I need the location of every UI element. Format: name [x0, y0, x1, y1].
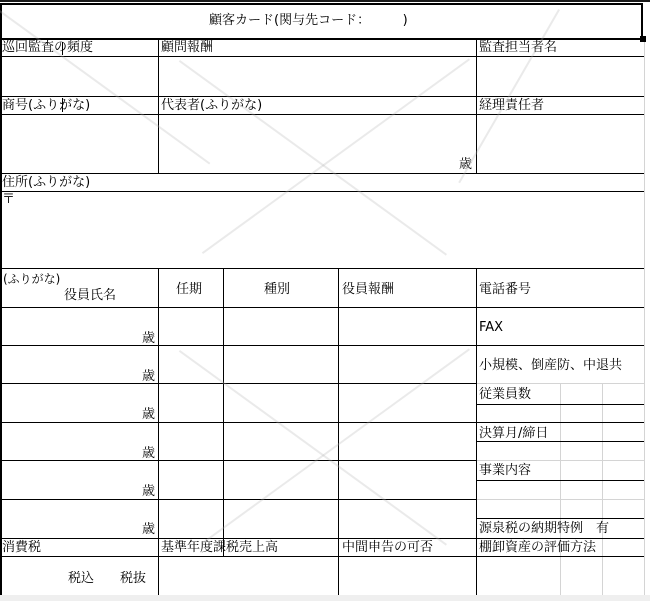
rule-v — [223, 268, 224, 557]
interim-label: 中間申告の可否 — [342, 540, 434, 555]
withholding-label: 源泉税の納期特例 有 — [479, 521, 610, 536]
fee-input[interactable] — [160, 57, 475, 95]
rule — [0, 307, 644, 308]
representative-input[interactable] — [160, 115, 475, 172]
consumption-tax-label: 消費税 — [2, 540, 42, 555]
window-top-edge — [0, 0, 650, 2]
gridline — [560, 383, 561, 595]
trade-name-input[interactable] — [2, 115, 157, 172]
tax-excluded-option[interactable]: 税抜 — [120, 571, 147, 586]
frequency-input[interactable] — [2, 57, 157, 95]
officer-fee-label: 役員報酬 — [342, 282, 395, 297]
rule — [476, 404, 644, 405]
auditor-label: 監査担当者名 — [479, 40, 558, 55]
rule — [0, 268, 644, 269]
watermark-stroke — [179, 350, 447, 546]
rule — [0, 460, 476, 461]
officer-age-unit: 歳 — [142, 369, 156, 384]
representative-label: 代表者(ふりがな) — [161, 98, 263, 113]
auditor-input[interactable] — [478, 57, 643, 95]
officer-age-unit: 歳 — [142, 484, 156, 499]
base-year-label: 基準年度課税売上高 — [161, 540, 279, 555]
officer-age-unit: 歳 — [142, 446, 156, 461]
frame-top — [0, 3, 643, 5]
sheet-bottom-edge — [0, 595, 650, 601]
frame-right-title — [641, 3, 643, 39]
rule-v — [158, 40, 159, 174]
term-label: 任期 — [176, 282, 203, 297]
employees-label: 従業員数 — [479, 387, 532, 402]
rule-v — [476, 268, 477, 595]
officer-name-label: 役員氏名 — [64, 288, 117, 303]
trade-name-label: 商号(ふりがな) — [2, 98, 91, 113]
rule — [476, 480, 644, 481]
rule — [0, 173, 644, 174]
rule — [0, 345, 644, 346]
fiscal-month-label: 決算月/締日 — [479, 426, 549, 441]
rule-v — [476, 40, 477, 174]
inventory-label: 棚卸資産の評価方法 — [479, 540, 597, 555]
gridline — [644, 40, 645, 595]
small-business-label: 小規模、倒産防、中退共 — [479, 358, 623, 373]
address-input[interactable] — [2, 192, 643, 267]
officer-age-unit: 歳 — [142, 522, 156, 537]
rule — [0, 538, 644, 539]
rule — [0, 556, 644, 557]
accountant-input[interactable] — [478, 115, 643, 172]
rule — [0, 499, 476, 500]
officer-age-unit: 歳 — [142, 331, 156, 346]
accountant-label: 経理責任者 — [479, 98, 545, 113]
postal-mark: 〒 — [2, 192, 16, 207]
rule — [0, 383, 476, 384]
officer-kana-label: (ふりがな) — [3, 272, 61, 286]
phone-label: 電話番号 — [479, 282, 532, 297]
rule — [0, 96, 644, 97]
card-title: 顧客カード(関与先コード： ) — [209, 13, 408, 28]
selection-handle[interactable] — [640, 36, 646, 42]
representative-age-unit: 歳 — [459, 157, 473, 172]
gridline — [602, 383, 603, 595]
business-label: 事業内容 — [479, 463, 532, 478]
rule — [476, 441, 644, 442]
fee-label: 顧問報酬 — [161, 40, 214, 55]
watermark-stroke — [202, 348, 470, 544]
rule — [0, 422, 644, 423]
officer-age-unit: 歳 — [142, 407, 156, 422]
frequency-label: 巡回監査の頻度 — [2, 40, 94, 55]
address-label: 住所(ふりがな) — [2, 175, 91, 190]
tax-included-option[interactable]: 税込 — [68, 571, 95, 586]
rule-v — [158, 268, 159, 595]
fax-label: FAX — [479, 320, 504, 335]
rule — [476, 518, 644, 519]
type-label: 種別 — [264, 282, 291, 297]
rule-v — [338, 268, 339, 595]
